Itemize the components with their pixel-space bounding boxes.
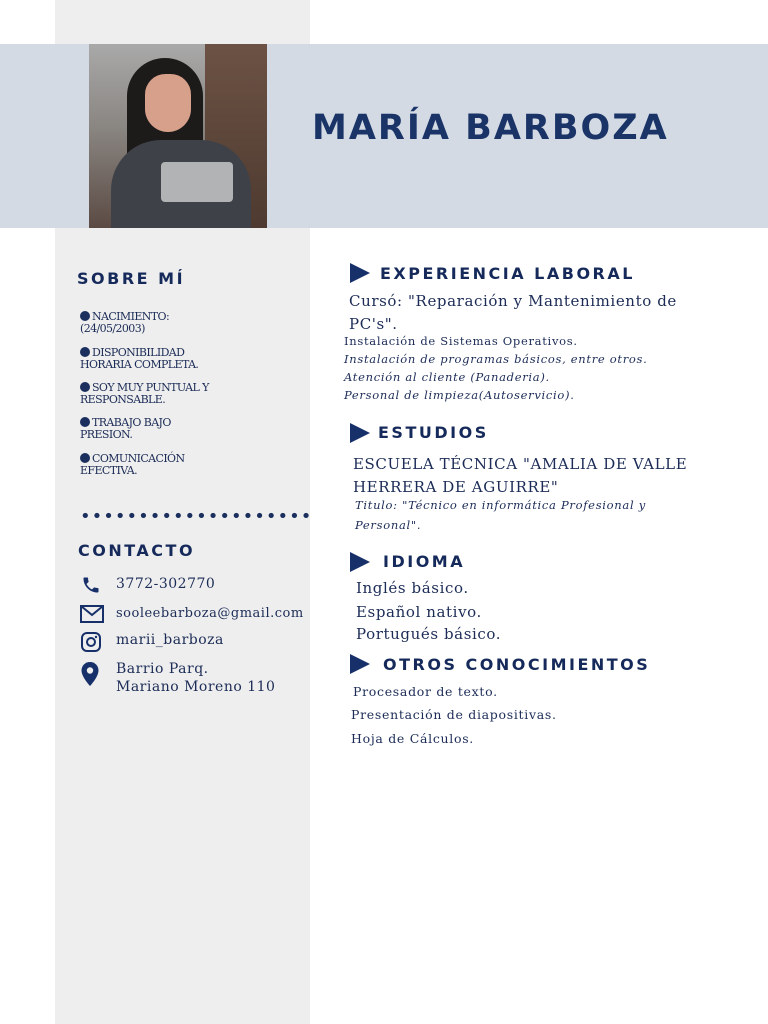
experience-detail: Instalación de programas básicos, entre otros. <box>344 352 648 366</box>
experience-detail: Atención al cliente (Panaderia). <box>344 370 550 384</box>
school-name-line-1: ESCUELA TÉCNICA "AMALIA DE VALLE <box>353 455 688 473</box>
address-line-2: Mariano Moreno 110 <box>116 679 276 695</box>
triangle-arrow-icon <box>350 263 370 283</box>
section-title-otros-conocimientos: OTROS CONOCIMIENTOS <box>383 655 651 674</box>
email-address: sooleebarboza@gmail.com <box>116 606 304 621</box>
about-item: SOY MUY PUNTUAL Y RESPONSABLE. <box>80 381 209 406</box>
bullet-dot-icon <box>80 453 90 463</box>
triangle-arrow-icon <box>350 552 370 572</box>
bullet-dot-icon <box>80 311 90 321</box>
phone-icon <box>80 575 102 595</box>
section-title-sobre-mi: SOBRE MÍ <box>77 269 186 288</box>
section-title-contacto: CONTACTO <box>78 541 196 560</box>
skill-item: Hoja de Cálculos. <box>351 731 474 746</box>
language-item: Español nativo. <box>356 603 482 621</box>
experience-detail: Instalación de Sistemas Operativos. <box>344 334 578 348</box>
mail-icon <box>80 605 104 623</box>
school-name-line-2: HERRERA DE AGUIRRE" <box>353 478 559 496</box>
bullet-dot-icon <box>80 417 90 427</box>
section-title-idioma: IDIOMA <box>383 552 466 571</box>
course-line-2: PC's". <box>349 315 398 333</box>
section-title-experiencia: EXPERIENCIA LABORAL <box>380 264 635 283</box>
bullet-dot-icon <box>80 347 90 357</box>
degree-title-line-2: Personal". <box>355 518 422 532</box>
about-item: NACIMIENTO: (24/05/2003) <box>80 310 170 335</box>
section-title-estudios: ESTUDIOS <box>378 423 489 442</box>
phone-number: 3772-302770 <box>116 576 216 592</box>
profile-photo <box>89 44 267 228</box>
bullet-dot-icon <box>80 382 90 392</box>
course-line-1: Cursó: "Reparación y Mantenimiento de <box>349 292 677 310</box>
person-name: MARÍA BARBOZA <box>312 108 669 148</box>
about-item: DISPONIBILIDAD HORARIA COMPLETA. <box>80 346 199 371</box>
instagram-handle: marii_barboza <box>116 632 224 648</box>
language-item: Inglés básico. <box>356 579 469 597</box>
instagram-icon <box>80 631 102 653</box>
about-item: TRABAJO BAJO PRESION. <box>80 416 171 441</box>
experience-detail: Personal de limpieza(Autoservicio). <box>344 388 575 402</box>
triangle-arrow-icon <box>350 654 370 674</box>
address-line-1: Barrio Parq. <box>116 661 209 677</box>
skill-item: Procesador de texto. <box>353 684 498 699</box>
triangle-arrow-icon <box>350 423 370 443</box>
language-item: Portugués básico. <box>356 625 502 643</box>
dotted-separator: •••••••••••••••••••• <box>80 506 313 527</box>
location-pin-icon <box>80 661 100 687</box>
degree-title-line-1: Titulo: "Técnico en informática Profesional y <box>355 498 646 512</box>
skill-item: Presentación de diapositivas. <box>351 707 557 722</box>
about-item: COMUNICACIÓN EFECTIVA. <box>80 452 185 477</box>
